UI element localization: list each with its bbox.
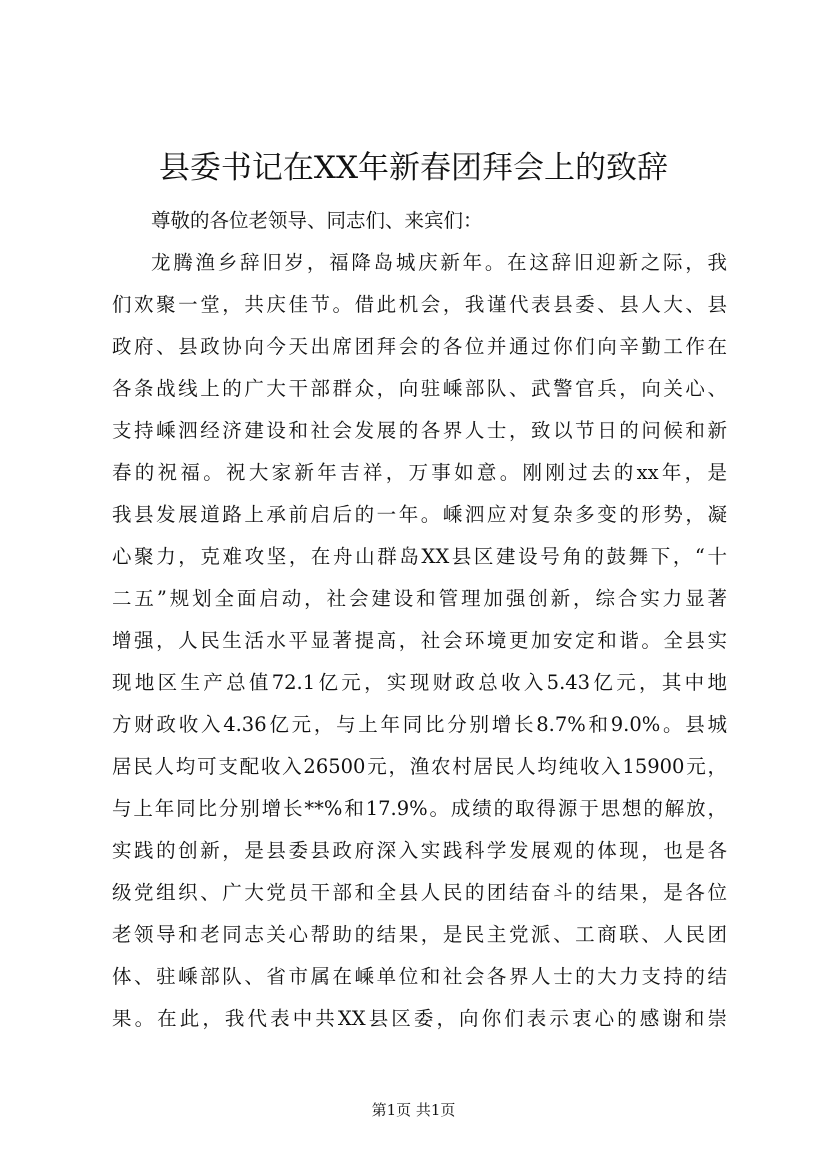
paragraph-line: 现地区生产总值72.1亿元，实现财政总收入5.43亿元，其中地 <box>112 671 727 694</box>
paragraph-line: 方财政收入4.36亿元，与上年同比分别增长8.7%和9.0%。县城 <box>112 713 727 736</box>
paragraph-line: 实践的创新，是县委县政府深入实践科学发展观的体现，也是各 <box>112 839 727 862</box>
paragraph-line: 龙腾渔乡辞旧岁，福降岛城庆新年。在这辞旧迎新之际，我 <box>151 251 727 274</box>
paragraph-line: 体、驻嵊部队、省市属在嵊单位和社会各界人士的大力支持的结 <box>112 965 727 988</box>
paragraph-line: 增强，人民生活水平显著提高，社会环境更加安定和谐。全县实 <box>112 629 727 652</box>
paragraph-line: 级党组织、广大党员干部和全县人民的团结奋斗的结果，是各位 <box>112 881 727 904</box>
salutation-line: 尊敬的各位老领导、同志们、来宾们： <box>151 209 483 232</box>
paragraph-line: 政府、县政协向今天出席团拜会的各位并通过你们向辛勤工作在 <box>112 335 727 358</box>
document-body <box>112 200 727 1040</box>
paragraph-line: 果。在此，我代表中共XX县区委，向你们表示衷心的感谢和崇 <box>112 1007 727 1030</box>
paragraph-line: 二五”规划全面启动，社会建设和管理加强创新，综合实力显著 <box>112 587 727 610</box>
paragraph-line: 支持嵊泗经济建设和社会发展的各界人士，致以节日的问候和新 <box>112 419 727 442</box>
paragraph-line: 与上年同比分别增长**%和17.9%。成绩的取得源于思想的解放， <box>112 797 727 820</box>
page-footer: 第1页 共1页 <box>371 1101 456 1119</box>
paragraph-line: 我县发展道路上承前启后的一年。嵊泗应对复杂多变的形势，凝 <box>112 503 727 526</box>
paragraph-line: 春的祝福。祝大家新年吉祥，万事如意。刚刚过去的xx年，是 <box>112 461 727 484</box>
paragraph-line: 心聚力，克难攻坚，在舟山群岛XX县区建设号角的鼓舞下，“十 <box>112 545 727 568</box>
paragraph-line: 居民人均可支配收入26500元，渔农村居民人均纯收入15900元， <box>112 755 727 778</box>
paragraph-line: 们欢聚一堂，共庆佳节。借此机会，我谨代表县委、县人大、县 <box>112 293 727 316</box>
page-title: 县委书记在XX年新春团拜会上的致辞 <box>158 150 669 186</box>
paragraph-line: 各条战线上的广大干部群众，向驻嵊部队、武警官兵，向关心、 <box>112 377 727 400</box>
paragraph-line: 老领导和老同志关心帮助的结果，是民主党派、工商联、人民团 <box>112 923 727 946</box>
